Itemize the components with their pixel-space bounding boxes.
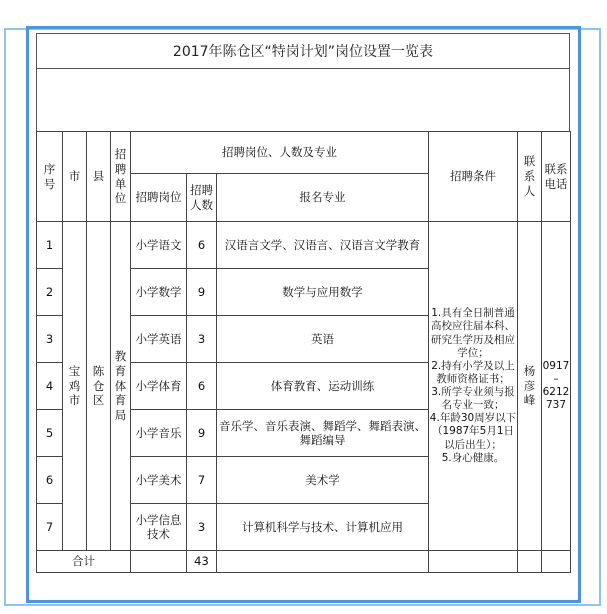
row-major: 数学与应用数学 [217, 269, 429, 316]
requirement-item: 1.具有全日制普通高校应往届本科、研究生学历及相应学位； [431, 307, 515, 359]
row-major: 计算机科学与技术、计算机应用 [217, 504, 429, 551]
row-seq: 6 [37, 457, 63, 504]
header-group: 招聘岗位、人数及专业 [131, 132, 429, 174]
row-position: 小学数学 [131, 269, 187, 316]
requirement-item: 3.所学专业须与报名专业一致； [431, 386, 515, 412]
header-phone: 联系电话 [542, 132, 571, 222]
merged-county: 陈仓区 [87, 222, 111, 551]
row-major: 音乐学、音乐表演、舞蹈学、舞蹈表演、舞蹈编导 [217, 410, 429, 457]
row-count: 6 [187, 222, 217, 269]
total-row [37, 551, 571, 573]
row-major: 美术学 [217, 457, 429, 504]
requirement-item: 4.年龄30周岁以下（1987年5月1日以后出生）； [429, 412, 517, 451]
merged-unit: 教育体育局 [111, 222, 131, 551]
requirements-cell [429, 222, 518, 551]
table-title: 2017年陈仓区“特岗计划”岗位设置一览表 [36, 33, 570, 69]
blank-header-row [36, 69, 570, 131]
row-position: 小学体育 [131, 363, 187, 410]
header-unit: 招聘单位 [111, 132, 131, 222]
row-count: 9 [187, 410, 217, 457]
merged-city: 宝鸡市 [63, 222, 87, 551]
row-position: 小学英语 [131, 316, 187, 363]
total-blank [217, 551, 429, 573]
total-count: 43 [187, 551, 217, 573]
row-seq: 3 [37, 316, 63, 363]
row-seq: 1 [37, 222, 63, 269]
row-major: 汉语言文学、汉语言、汉语言文学教育 [217, 222, 429, 269]
row-position: 小学信息技术 [131, 504, 187, 551]
row-count: 3 [187, 504, 217, 551]
row-seq: 2 [37, 269, 63, 316]
total-blank [518, 551, 542, 573]
table-row [37, 222, 571, 269]
total-blank [542, 551, 571, 573]
total-blank [429, 551, 518, 573]
row-seq: 7 [37, 504, 63, 551]
row-seq: 4 [37, 363, 63, 410]
row-count: 7 [187, 457, 217, 504]
row-seq: 5 [37, 410, 63, 457]
row-position: 小学音乐 [131, 410, 187, 457]
row-major: 体育教育、运动训练 [217, 363, 429, 410]
requirement-item: 2.持有小学及以上教师资格证书； [431, 359, 515, 385]
header-county: 县 [87, 132, 111, 222]
header-position: 招聘岗位 [131, 174, 187, 222]
row-count: 6 [187, 363, 217, 410]
row-position: 小学美术 [131, 457, 187, 504]
merged-phone: 0917 – 6212 737 [542, 222, 571, 551]
header-requirements: 招聘条件 [429, 132, 518, 222]
header-count: 招聘人数 [187, 174, 217, 222]
recruitment-table [36, 131, 571, 573]
row-count: 9 [187, 269, 217, 316]
row-position: 小学语文 [131, 222, 187, 269]
requirement-item: 5.身心健康。 [441, 451, 505, 464]
header-city: 市 [63, 132, 87, 222]
total-label: 合计 [37, 551, 131, 573]
header-contact: 联系人 [518, 132, 542, 222]
row-count: 3 [187, 316, 217, 363]
header-seq: 序号 [37, 132, 63, 222]
header-major: 报名专业 [217, 174, 429, 222]
row-major: 英语 [217, 316, 429, 363]
merged-contact: 杨彦峰 [518, 222, 542, 551]
total-spacer [131, 551, 187, 573]
